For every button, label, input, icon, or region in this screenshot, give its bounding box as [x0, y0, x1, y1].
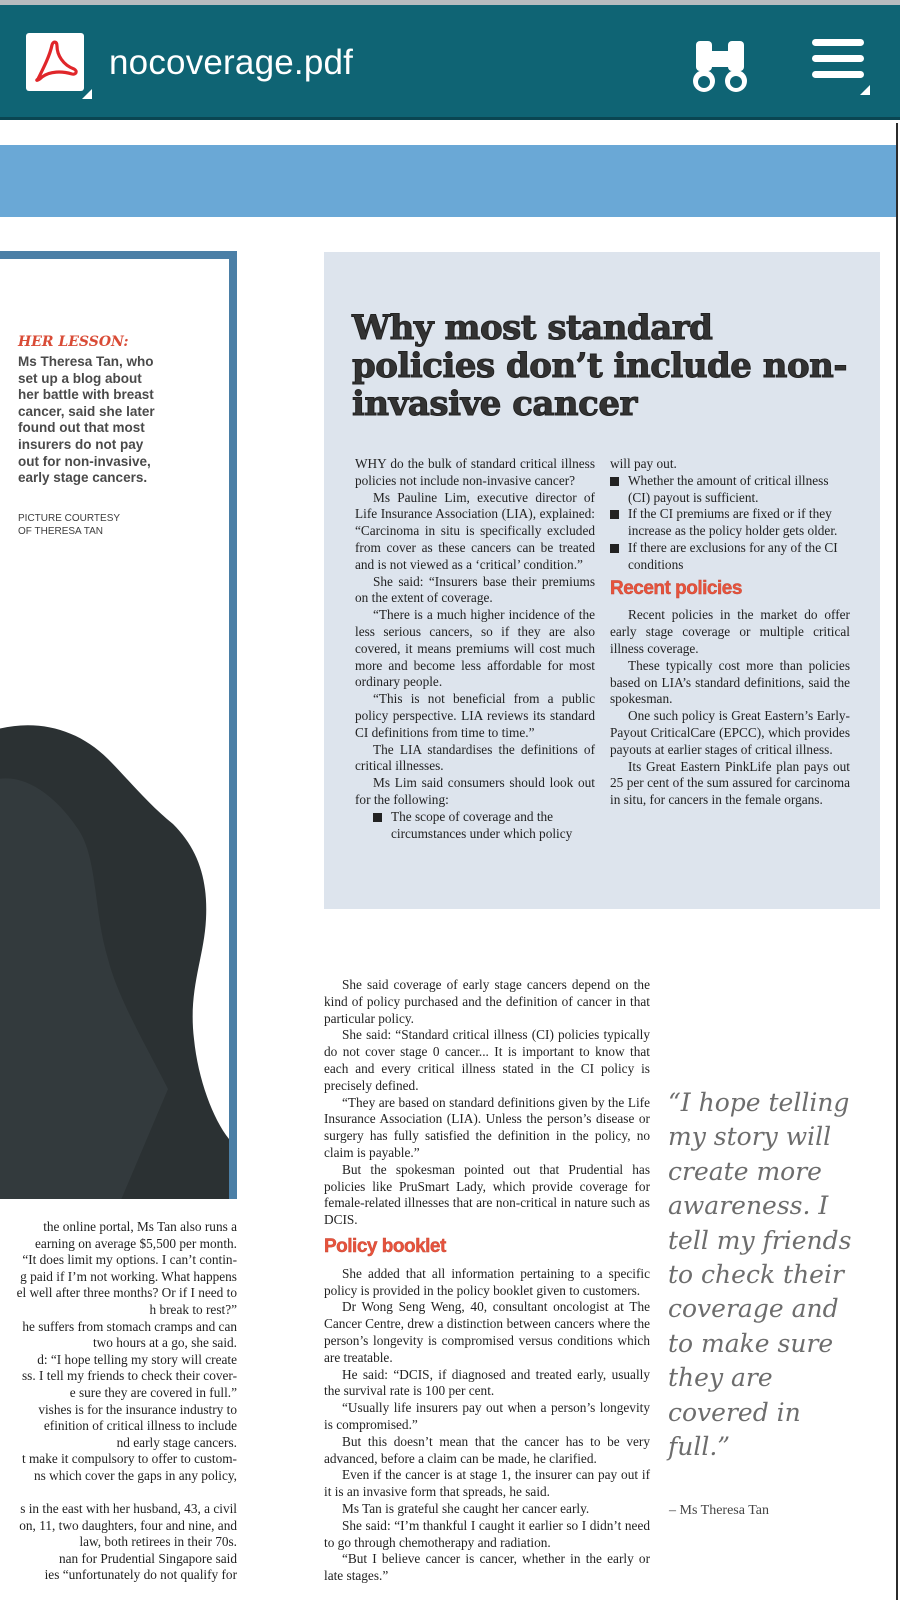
document-title: nocoverage.pdf: [109, 43, 354, 82]
bullet-square-icon: [610, 544, 619, 553]
text-line: el well after three months? Or if I need to: [16, 1285, 237, 1301]
paragraph: Dr Wong Seng Weng, 40, consultant oncologist at The Cancer Centre, drew a distinction between cancers where the person’s longevity is compromised versus conditions which are treatable.: [324, 1299, 650, 1365]
pdf-file-icon[interactable]: [26, 33, 84, 91]
sidebar-box: [324, 252, 880, 909]
text-line: on, 11, two daughters, four and nine, and: [19, 1517, 237, 1533]
section-subhead: Recent policies: [610, 577, 742, 599]
text-line: nan for Prudential Singapore said: [59, 1550, 237, 1566]
text-line: g paid if I’m not working. What happens: [20, 1268, 237, 1284]
paragraph: One such policy is Great Eastern’s Early-Payout CriticalCare (EPCC), which provides payouts at earlier stages of critical illness.: [610, 708, 850, 757]
paragraph: Ms Lim said consumers should look out for the following:: [355, 775, 595, 807]
sidebar-column-1: [355, 456, 595, 842]
paragraph: WHY do the bulk of standard critical illness policies not include non-invasive cancer?: [355, 456, 595, 488]
paragraph: She said: “Insurers base their premiums on the extent of coverage.: [355, 573, 595, 606]
text-line: ns which cover the gaps in any policy,: [34, 1467, 237, 1483]
sidebar-column-2: [610, 456, 850, 809]
bullet-square-icon: [610, 477, 619, 486]
text-line: efinition of critical illness to include: [43, 1418, 237, 1434]
text-line: [0, 1485, 237, 1502]
paragraph: She added that all information pertaining to a specific policy is provided in the policy booklet given to customers.: [324, 1265, 650, 1298]
paragraph: “This is not beneficial from a public policy perspective. LIA reviews its standard CI definitions from time to time.”: [355, 691, 595, 740]
search-button[interactable]: [692, 37, 748, 95]
bullet-text: If there are exclusions for any of the CI conditions: [628, 539, 838, 572]
bullet-text: If the CI premiums are fixed or if they increase as the policy holder gets older.: [628, 506, 838, 539]
photo-caption-heading: HER LESSON:: [18, 334, 129, 350]
text-line: “It does limit my options. I can’t contin-: [22, 1252, 237, 1268]
bullet-item: [610, 506, 850, 540]
photo-credit-line: OF THERESA TAN: [18, 526, 104, 537]
paragraph: She said coverage of early stage cancers depend on the kind of policy purchased and the definition of cancer in that particular policy.: [324, 977, 650, 1026]
overflow-menu-button[interactable]: [810, 39, 870, 95]
paragraph: But the spokesman pointed out that Prudential has policies like PruSmart Lady, which provide coverage for female-related illnesses that are non-critical in nature such as DCIS.: [324, 1161, 650, 1228]
paragraph: She said: “I’m thankful I caught it earlier so I didn’t need to go through chemotherapy and radiation.: [324, 1517, 650, 1550]
text-line: h break to rest?”: [149, 1301, 237, 1317]
acrobat-logo-icon: [30, 37, 80, 87]
menu-bar: [812, 55, 864, 62]
photo-caption: Ms Theresa Tan, who set up a blog about her battle with breast cancer, said she later found out that most insurers do not pay out for non-invasive, early stage cancers.: [18, 354, 155, 486]
text-line: s in the east with her husband, 43, a civil: [20, 1501, 237, 1517]
bullet-square-icon: [610, 510, 619, 519]
pull-quote-attribution: – Ms Theresa Tan: [669, 1503, 769, 1518]
text-line: d: “I hope telling my story will create: [37, 1351, 237, 1367]
text-line: nd early stage cancers.: [116, 1434, 237, 1450]
app-toolbar: [0, 0, 900, 120]
paragraph: Recent policies in the market do offer early stage coverage or multiple critical illness coverage.: [610, 607, 850, 656]
section-subhead: Policy booklet: [324, 1235, 446, 1257]
paragraph: These typically cost more than policies based on LIA’s standard definitions, said the spokesman.: [610, 657, 850, 707]
text-line: law, both retirees in their 70s.: [79, 1534, 237, 1550]
text-line: t make it compulsory to offer to custom-: [21, 1451, 237, 1467]
bullet-item: [373, 809, 595, 843]
sidebar-headline: Why most standard policies don’t include non-invasive cancer: [352, 308, 848, 424]
pdf-page[interactable]: [0, 123, 898, 1600]
paragraph: “But I believe cancer is cancer, whether in the early or late stages.”: [324, 1551, 650, 1584]
paragraph: “Usually life insurers pay out when a person’s longevity is compromised.”: [324, 1400, 650, 1432]
paragraph: He said: “DCIS, if diagnosed and treated early, usually the survival rate is 100 per cent.: [324, 1366, 650, 1399]
menu-bar: [812, 71, 864, 78]
photo-credit-line: PICTURE COURTESY: [18, 513, 121, 524]
bullet-item: [610, 540, 850, 574]
hamburger-menu-icon: [812, 39, 864, 46]
paragraph: She said: “Standard critical illness (CI) policies typically do not cover stage 0 cancer... It is important to know that each and every critical illness stated in the CI policy is precisely defined.: [324, 1027, 650, 1093]
bullet-item: [610, 473, 850, 507]
paragraph: Ms Tan is grateful she caught her cancer early.: [342, 1500, 590, 1516]
text-line: e sure they are covered in full.”: [69, 1384, 237, 1400]
paragraph: will pay out.: [610, 456, 677, 471]
binoculars-search-icon: [692, 37, 748, 95]
main-body-column: [324, 977, 650, 1585]
text-line: earning on average $5,500 per month.: [35, 1235, 237, 1251]
bullet-text: Whether the amount of critical illness (CI) payout is sufficient.: [628, 472, 829, 505]
left-body-column: [0, 1219, 237, 1584]
paragraph: Ms Pauline Lim, executive director of Life Insurance Association (LIA), explained: “Carcinoma in situ is specifically excluded from cover as these cancers can be treated and is not viewed as a ‘critical’ condition.”: [355, 489, 595, 572]
photo-credit: [18, 512, 158, 538]
text-line: ss. I tell my friends to check their cover-: [22, 1368, 237, 1384]
text-line: ies “unfortunately do not qualify for: [44, 1567, 237, 1583]
bullet-text: The scope of coverage and the circumstances under which policy: [391, 808, 573, 841]
paragraph: But this doesn’t mean that the cancer has to be very advanced, before a claim can be made, he clarified.: [324, 1433, 650, 1466]
text-line: the online portal, Ms Tan also runs a: [43, 1219, 237, 1234]
text-line: he suffers from stomach cramps and can: [22, 1318, 237, 1334]
pull-quote: “I hope telling my story will create more awareness. I tell my friends to check their coverage and to make sure they are covered in full.”: [668, 1088, 852, 1462]
text-line: two hours at a go, she said.: [92, 1335, 237, 1351]
paragraph: Its Great Eastern PinkLife plan pays out 25 per cent of the sum assured for carcinoma in situ, for cancers in the female organs.: [610, 758, 850, 808]
paragraph: “There is a much higher incidence of the less serious cancers, so if they are also covered, it means premiums will cost much more and become less affordable for most ordinary people.: [355, 607, 595, 690]
bullet-square-icon: [373, 813, 382, 822]
page-banner: [0, 145, 896, 217]
paragraph: Even if the cancer is at stage 1, the insurer can pay out if it is an invasive form that spreads, he said.: [324, 1467, 650, 1500]
text-line: vishes is for the insurance industry to: [38, 1401, 237, 1417]
paragraph: “They are based on standard definitions given by the Life Insurance Association (LIA). Unless the person’s disease or surgery has fully satisfied the definition in the policy, no claim is payable.”: [324, 1094, 650, 1160]
menu-corner: [860, 85, 870, 95]
paragraph: The LIA standardises the definitions of critical illnesses.: [355, 741, 595, 774]
